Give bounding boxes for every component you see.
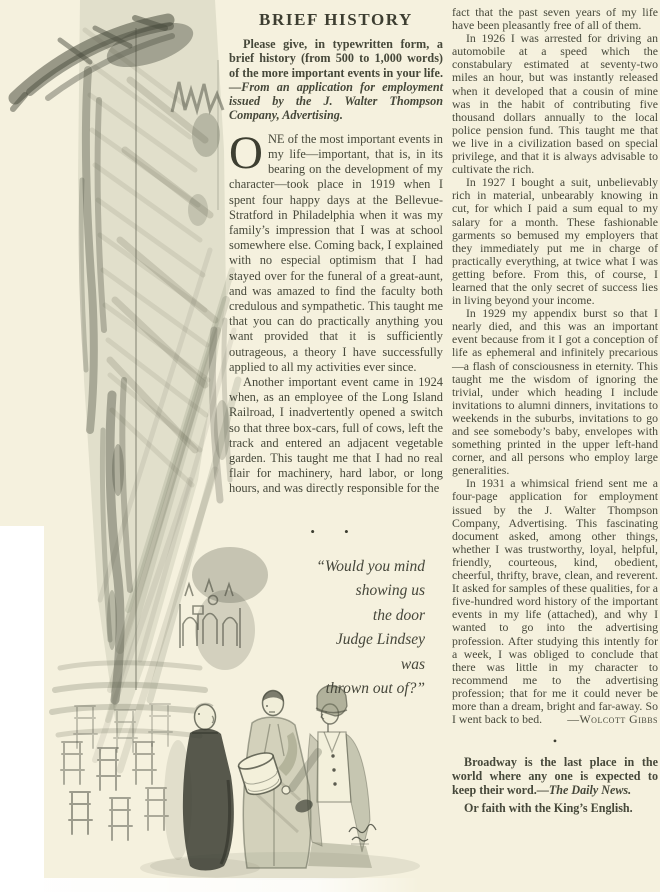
separator-dot: • (552, 734, 558, 749)
byline: —Wolcott Gibbs (567, 712, 658, 727)
editor-note-attribution: —From an application for employment issued by the J. Walter Thompson Company, Advertising. (229, 79, 443, 123)
paragraph (229, 126, 443, 375)
newsbreak-comment: Or faith with the King’s English. (464, 800, 633, 815)
column-right (452, 6, 658, 816)
paragraph: fact that the past seven years of my life have been pleasantly free of all of them. (452, 5, 658, 33)
drop-cap: O (229, 126, 263, 179)
newsbreak (452, 756, 658, 798)
pull-quote-line: thrown out of?” (325, 680, 425, 698)
paragraph (452, 477, 658, 726)
article-title: BRIEF HISTORY (259, 10, 413, 29)
paragraph: Another important event came in 1924 when, as an employee of the Long Island Railroad, I inadvertently opened a switch so that three box-cars, full of cows, left the track and entered an adjacent vegetable garden. This taught me that I had no real flair for machinery, hard labor, or long hours, and was directly responsible for the (229, 375, 443, 496)
pull-quote (229, 555, 425, 702)
pull-quote-line: Judge Lindsey (335, 631, 425, 649)
editor-note-text: Please give, in typewritten form, a brief history (from 500 to 1,000 words) of the more important events in your life. (229, 37, 443, 80)
editor-note (229, 37, 443, 123)
separator-dots: • • (310, 523, 362, 539)
pull-quote-line: the door (372, 606, 425, 624)
paragraph: In 1929 my appendix burst so that I nearly died, and this was an important event because from it I got a conception of life as ephemeral and infinitely precarious—a flash of consciousness in eternity. This taught me the wisdom of ignoring the trivial, under which heading I include invitations to alumni dinners, invitations to weekends in the suburbs, invitations to go and see somebody’s baby, envelopes with something printed in the upper left-hand corner, and all persons who employ large generalities. (452, 306, 658, 478)
newsbreak-source: The Daily News. (548, 782, 632, 797)
paragraph: In 1926 I was arrested for driving an automobile at a speed which the constabulary estimated at seventy-two miles an hour, but was instantly released when it developed that a cousin of mine was in the habit of contributing five thousand dollars annually to the local police pension fund. This taught me that we live in a civilization based on special privilege, and that it is always advisable to cultivate the rich. (452, 31, 658, 177)
paragraph-text: NE of the most important events in my life—important, that is, in its bearing on the development of my character—took place in 1919 when I spent four happy days at the Bellevue-Stratford in Philadelphia when it was my family’s impression that I was at school somewhere else. Coming back, I explained with no especial optimism that I had stayed over for the funeral of a great-aunt, and was amazed to find the faculty both credulous and sympathetic. This taught me that you can do practically anything you want provided that it is sufficiently outrageous, a theory I have successfully applied to all my activities ever since. (229, 131, 443, 374)
column-left (229, 10, 443, 702)
paragraph-text: In 1931 a whimsical friend sent me a four-page application for employment issued by the J. Walter Thompson Company, Advertising. This fascinating document asked, among other things, whether I was trustworthy, loyal, helpful, friendly, courteous, kind, obedient, cheerful, thrifty, brave, clean, and reverent. It asked for samples of these qualities, for a five-hundred word history of the important events in my life (attached), and why I wanted to go into the advertising profession. After studying this intently for a week, I was obliged to conclude that there was little in my character to recommend me to the advertising profession; that for me it could never be more than a dream, bright and far-away. So I went back to bed. (452, 476, 658, 727)
pull-quote-line: showing us (355, 582, 425, 600)
newsbreak-text: Broadway is the last place in the world where any one is expected to keep their word.— (452, 755, 658, 797)
paragraph: In 1927 I bought a suit, unbelievably rich in material, unbearably knowing in cut, for which I paid a sum equal to my salary for a month. These fashionable garments so bemused my employers that they immediately put me in charge of practically everything, at twice what I was getting before. From this, of course, I learned that the only secret of success lies in living beyond your income. (452, 175, 658, 308)
pull-quote-line: “Would you mind (316, 557, 425, 575)
pull-quote-line: was (400, 655, 425, 673)
